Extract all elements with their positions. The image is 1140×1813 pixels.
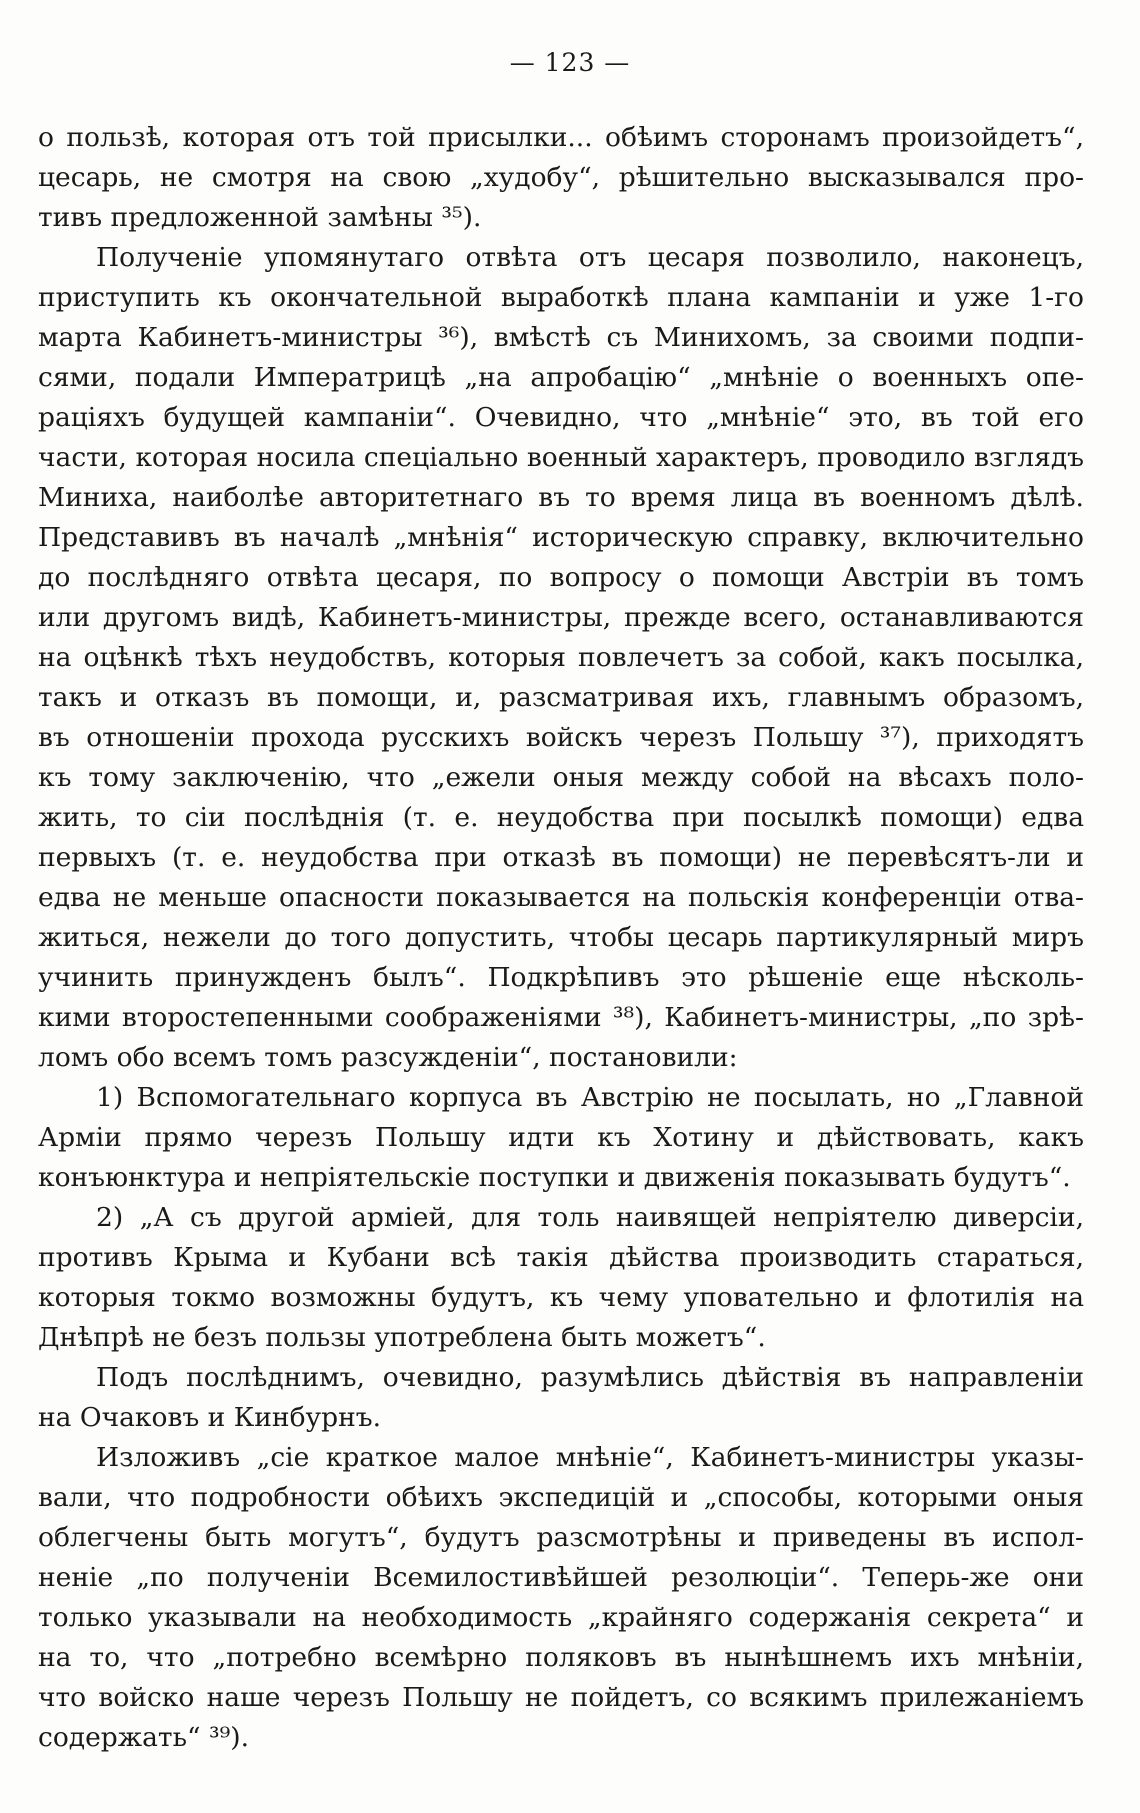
text-line: учинить принужденъ былъ“. Подкрѣпивъ это рѣшеніе еще нѣсколь- (38, 962, 1084, 993)
text-line: приступить къ окончательной выработкѣ плана кампаніи и уже 1-го (38, 282, 1084, 313)
text-line: марта Кабинетъ-министры ³⁶), вмѣстѣ съ Минихомъ, за своими подпи- (38, 322, 1084, 353)
paragraph (38, 1358, 1084, 1438)
text-line: сями, подали Императрицѣ „на апробацію“ „мнѣніе о военныхъ опе- (38, 362, 1084, 393)
text-line: Изложивъ „сіе краткое малое мнѣніе“, Кабинетъ-министры указы- (96, 1442, 1084, 1473)
text-line: на Очаковъ и Кинбурнъ. (38, 1402, 382, 1433)
text-line: раціяхъ будущей кампаніи“. Очевидно, что „мнѣніе“ это, въ той его (38, 402, 1084, 433)
text-line: облегчены быть могутъ“, будутъ разсмотрѣны и приведены въ испол- (38, 1522, 1084, 1553)
text-line: Полученіе упомянутаго отвѣта отъ цесаря позволило, наконецъ, (96, 242, 1084, 273)
text-line: конъюнктура и непріятельскіе поступки и движенія показывать будутъ“. (38, 1162, 1071, 1193)
text-line: жить, то сіи послѣднія (т. е. неудобства при посылкѣ помощи) едва (38, 802, 1084, 833)
paragraph (38, 1198, 1084, 1358)
text-line: на то, что „потребно всемѣрно поляковъ въ нынѣшнемъ ихъ мнѣніи, (38, 1642, 1084, 1673)
text-line: тивъ предложенной замѣны ³⁵). (38, 202, 482, 233)
text-line: едва не меньше опасности показывается на польскія конференціи отва- (38, 882, 1084, 913)
text-line: о пользѣ, которая отъ той присылки... обѣимъ сторонамъ произойдетъ“, (38, 122, 1084, 153)
paragraph (38, 1078, 1084, 1198)
text-line: Подъ послѣднимъ, очевидно, разумѣлись дѣйствія въ направленіи (96, 1362, 1084, 1393)
text-line: къ тому заключенію, что „ежели оныя между собой на вѣсахъ поло- (38, 762, 1084, 793)
text-line: 1) Вспомогательнаго корпуса въ Австрію не посылать, но „Главной (96, 1082, 1084, 1113)
page-number: — 123 — (509, 48, 631, 77)
text-line: такъ и отказъ въ помощи, и, разсматривая ихъ, главнымъ образомъ, (38, 682, 1084, 713)
text-line: Миниха, наиболѣе авторитетнаго въ то время лица въ военномъ дѣлѣ. (38, 482, 1084, 513)
text-line: до послѣдняго отвѣта цесаря, по вопросу о помощи Австріи въ томъ (38, 562, 1084, 593)
text-line: вали, что подробности обѣихъ экспедицій и „способы, которыми оныя (38, 1482, 1084, 1513)
text-line: цесарь, не смотря на свою „худобу“, рѣшительно высказывался про- (38, 162, 1084, 193)
text-line: Арміи прямо черезъ Польшу идти къ Хотину и дѣйствовать, какъ (38, 1122, 1084, 1153)
body-text (38, 118, 1084, 1758)
text-line: первыхъ (т. е. неудобства при отказѣ въ помощи) не перевѣсятъ-ли и (38, 842, 1084, 873)
text-line: части, которая носила спеціально военный характеръ, проводило взглядъ (38, 442, 1084, 473)
text-line: только указывали на необходимость „крайняго содержанія секрета“ и (38, 1602, 1084, 1633)
text-line: содержать“ ³⁹). (38, 1722, 250, 1753)
text-line: противъ Крыма и Кубани всѣ такія дѣйства производить стараться, (38, 1242, 1084, 1273)
text-line: или другомъ видѣ, Кабинетъ-министры, прежде всего, останавливаются (38, 602, 1084, 633)
text-line: житься, нежели до того допустить, чтобы цесарь партикулярный миръ (38, 922, 1084, 953)
text-line: 2) „А съ другой арміей, для толь наивящей непріятелю диверсіи, (96, 1202, 1084, 1233)
text-line: ломъ обо всемъ томъ разсужденіи“, постановили: (38, 1042, 738, 1073)
text-line: Днѣпрѣ не безъ пользы употреблена быть можетъ“. (38, 1322, 766, 1353)
text-line: неніе „по полученіи Всемилостивѣйшей резолюціи“. Теперь-же они (38, 1562, 1084, 1593)
text-line: которыя токмо возможны будутъ, къ чему уповательно и флотилія на (38, 1282, 1084, 1313)
text-line: кими второстепенными соображеніями ³⁸), Кабинетъ-министры, „по зрѣ- (38, 1002, 1084, 1033)
paragraph (38, 118, 1084, 238)
text-line: на оцѣнкѣ тѣхъ неудобствъ, которыя повлечетъ за собой, какъ посылка, (38, 642, 1084, 673)
text-line: что войско наше черезъ Польшу не пойдетъ, со всякимъ прилежаніемъ (38, 1682, 1084, 1713)
text-line: въ отношеніи прохода русскихъ войскъ черезъ Польшу ³⁷), приходятъ (38, 722, 1084, 753)
paragraph (38, 1438, 1084, 1758)
text-line: Представивъ въ началѣ „мнѣнія“ историческую справку, включительно (38, 522, 1084, 553)
paragraph (38, 238, 1084, 1078)
